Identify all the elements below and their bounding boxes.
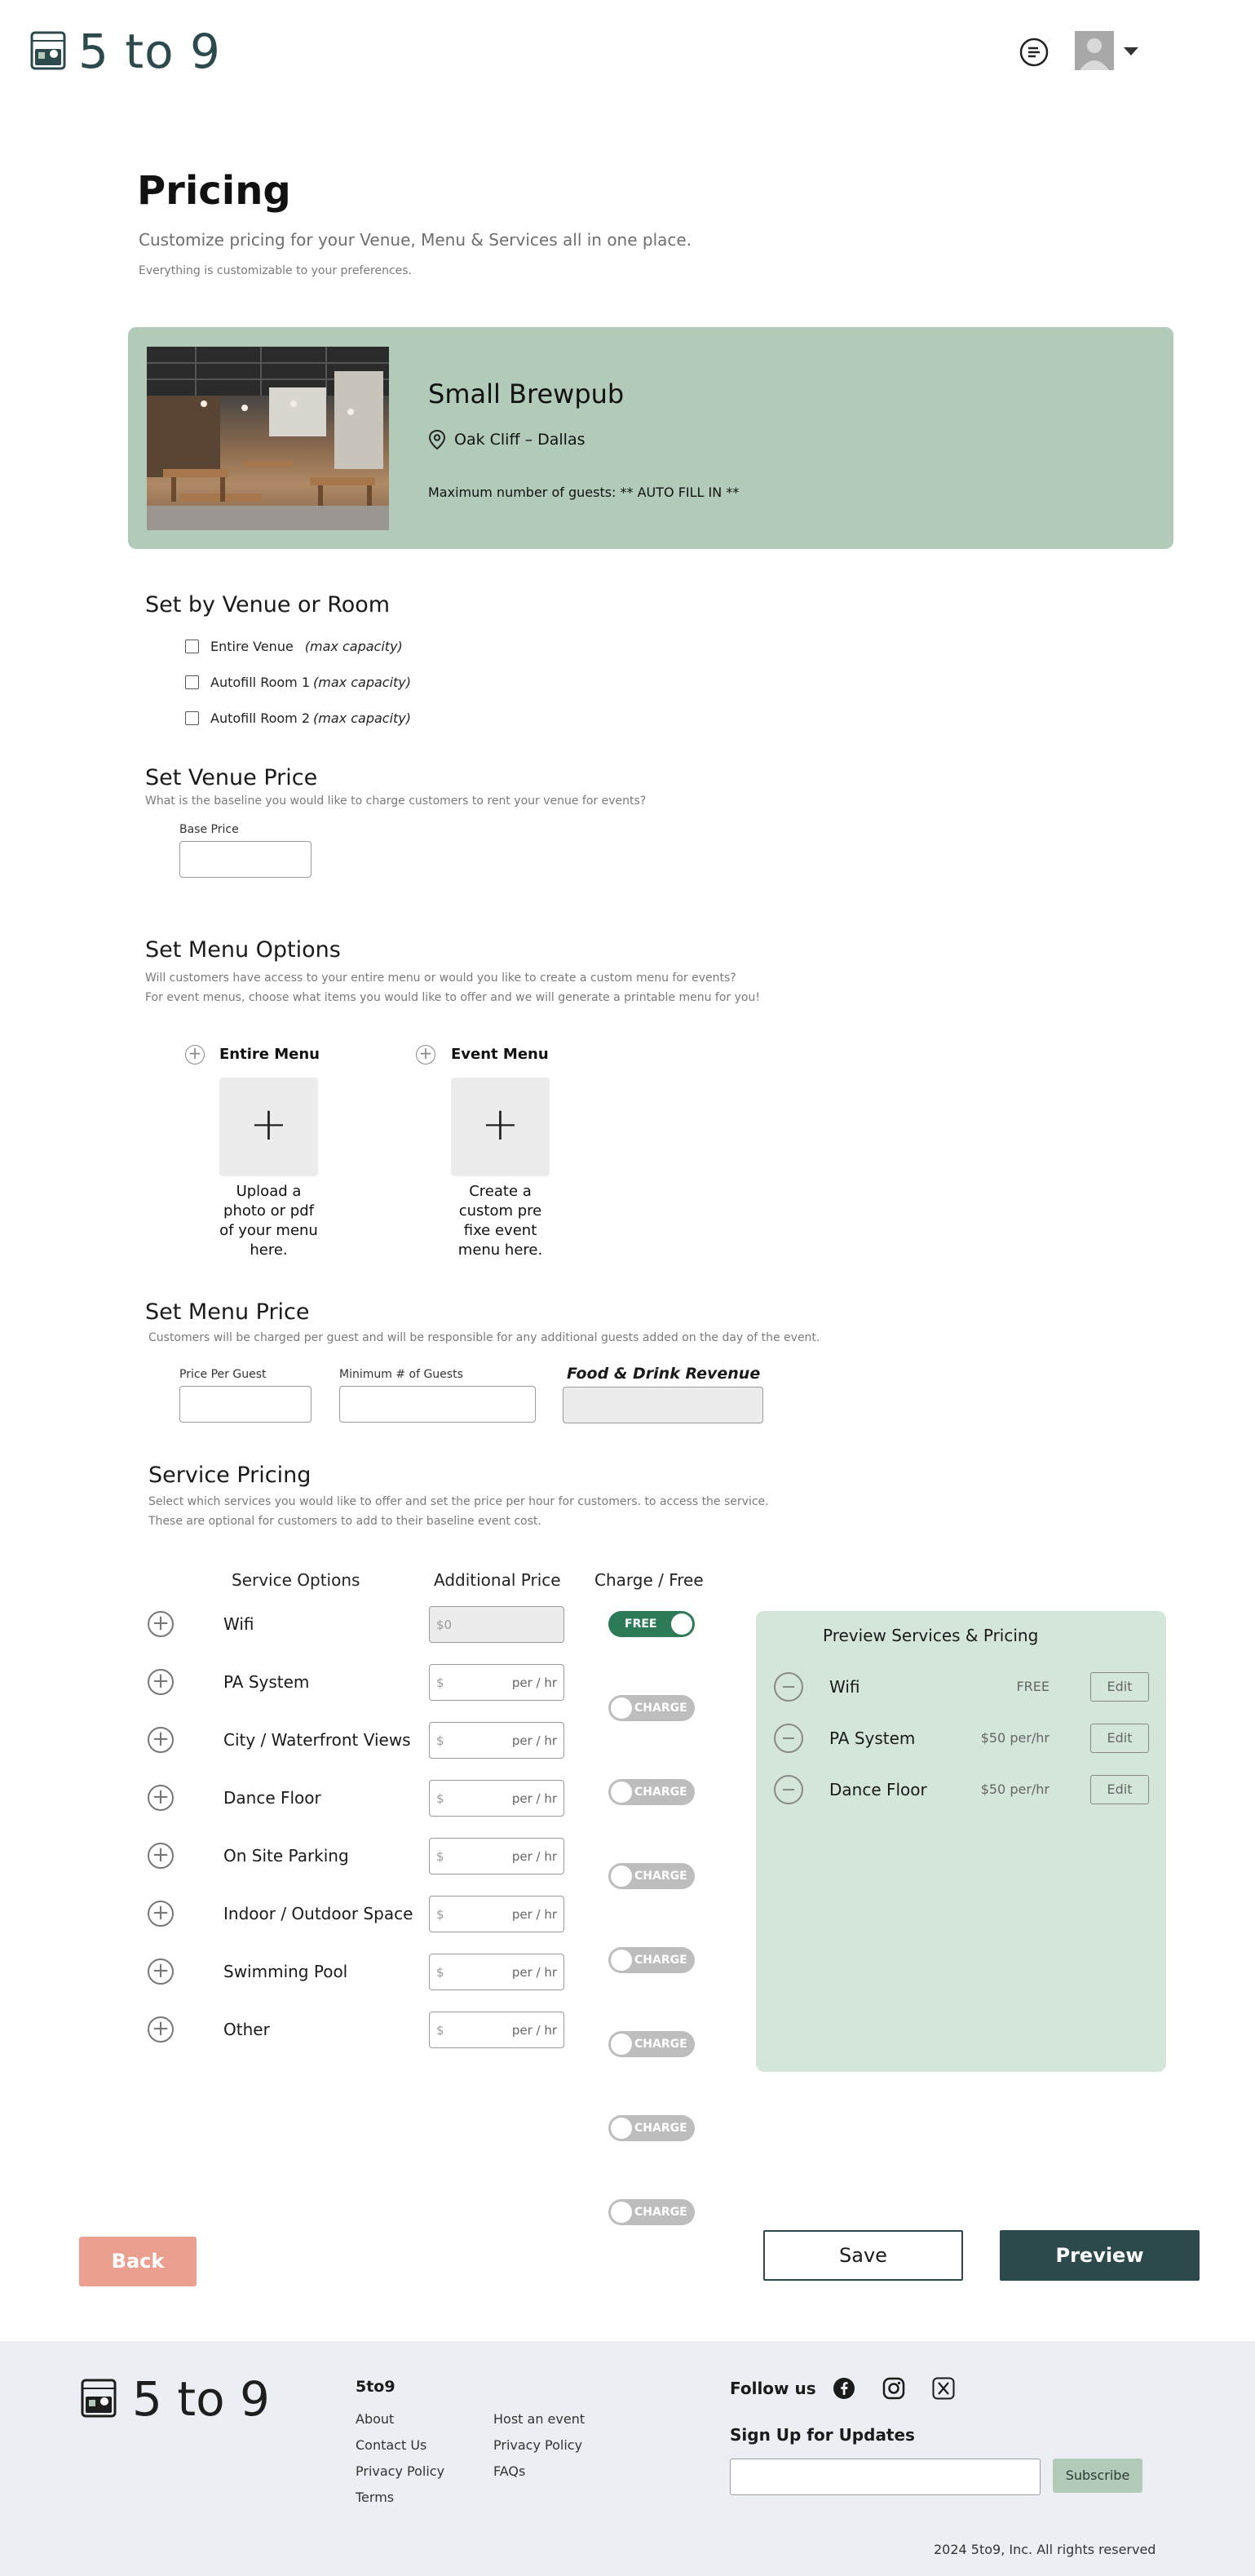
add-service-swimming-pool-icon[interactable]: + [148, 1959, 174, 1985]
column-additional-price: Additional Price [434, 1570, 561, 1590]
footer-link-privacy[interactable]: Privacy Policy [356, 2463, 445, 2479]
footer-link-faqs[interactable]: FAQs [493, 2463, 526, 2479]
food-drink-revenue-field [563, 1387, 763, 1423]
service-price-input[interactable] [429, 1954, 564, 1990]
service-name: Wifi [223, 1614, 254, 1634]
toggle-label: CHARGE [634, 1870, 687, 1883]
email-field[interactable] [730, 2459, 1041, 2495]
service-price-unit: per / hr [511, 1848, 557, 1864]
service-pricing-desc-1: Select which services you would like to offer and set the price per hour for customers. to access the service. [148, 1495, 769, 1508]
service-price-input[interactable] [429, 1838, 564, 1874]
service-pricing-title: Service Pricing [148, 1463, 312, 1488]
page-note: Everything is customizable to your preferences. [139, 264, 413, 277]
remove-service-icon[interactable] [774, 1672, 803, 1702]
room-section-title: Set by Venue or Room [145, 592, 391, 617]
room-option-label: Autofill Room 2 [210, 710, 311, 726]
brand-logo-icon[interactable] [29, 29, 67, 72]
charge-free-toggle[interactable] [608, 1695, 695, 1721]
room-option-room-2[interactable] [185, 710, 411, 726]
location-pin-icon [428, 429, 446, 450]
preview-title: Preview Services & Pricing [823, 1626, 1039, 1645]
footer-link-privacy-2[interactable]: Privacy Policy [493, 2437, 583, 2453]
service-price-value: $ [436, 2022, 444, 2038]
footer-logo-icon[interactable] [80, 2377, 117, 2419]
service-price-value: $ [436, 1848, 444, 1864]
toggle-label: CHARGE [634, 1702, 687, 1715]
service-price-unit: per / hr [511, 1733, 557, 1748]
room-option-note: (max capacity) [313, 675, 412, 690]
create-event-menu-button[interactable]: + [451, 1078, 550, 1176]
room-option-label: Autofill Room 1 [210, 675, 311, 690]
service-name: City / Waterfront Views [223, 1730, 411, 1750]
toggle-knob [611, 1950, 632, 1971]
entire-menu-label: Entire Menu [219, 1046, 320, 1063]
column-service-options: Service Options [232, 1570, 360, 1590]
messages-icon[interactable] [1018, 36, 1050, 69]
room-option-note: (max capacity) [304, 639, 403, 654]
service-price-unit: per / hr [511, 2022, 557, 2038]
service-price-value: $ [436, 1790, 444, 1806]
service-price-input[interactable] [429, 1896, 564, 1932]
service-price-input[interactable] [429, 1606, 564, 1643]
charge-free-toggle[interactable] [608, 1611, 695, 1637]
upload-menu-button[interactable]: + [219, 1078, 318, 1176]
service-name: Dance Floor [223, 1788, 321, 1808]
edit-service-button[interactable]: Edit [1090, 1775, 1149, 1804]
room-option-note: (max capacity) [313, 710, 412, 726]
remove-service-icon[interactable] [774, 1775, 803, 1804]
venue-photo [147, 347, 389, 530]
toggle-label: FREE [625, 1618, 657, 1631]
service-name: PA System [223, 1672, 310, 1692]
subscribe-button[interactable]: Subscribe [1053, 2459, 1142, 2493]
page-title: Pricing [137, 168, 291, 214]
footer-col-title: 5to9 [356, 2378, 396, 2396]
charge-free-toggle[interactable] [608, 2115, 695, 2141]
event-menu-label: Event Menu [451, 1046, 549, 1063]
service-name: Indoor / Outdoor Space [223, 1904, 413, 1923]
venue-price-title: Set Venue Price [145, 765, 318, 790]
venue-price-desc: What is the baseline you would like to charge customers to rent your venue for events? [145, 794, 647, 808]
service-name: On Site Parking [223, 1846, 349, 1866]
menu-options-title: Set Menu Options [145, 937, 341, 963]
copyright: 2024 5to9, Inc. All rights reserved [934, 2542, 1156, 2557]
service-price-input[interactable] [429, 2012, 564, 2048]
toggle-knob [611, 2118, 632, 2139]
footer-link-about[interactable]: About [356, 2411, 395, 2427]
preview-service-price: $50 per/hr [980, 1730, 1050, 1746]
toggle-label: CHARGE [634, 2206, 687, 2219]
add-service-other-icon[interactable]: + [148, 2016, 174, 2043]
toggle-knob [611, 2034, 632, 2055]
create-event-menu-text: Create a custom pre fixe event menu here. [457, 1183, 543, 1259]
checkbox[interactable] [185, 675, 199, 689]
toggle-label: CHARGE [634, 2038, 687, 2051]
service-price-unit: per / hr [511, 1906, 557, 1922]
preview-button[interactable]: Preview [1000, 2230, 1200, 2281]
base-price-input[interactable] [179, 841, 312, 878]
charge-free-toggle[interactable] [608, 1947, 695, 1973]
footer-link-host[interactable]: Host an event [493, 2411, 586, 2427]
x-icon[interactable] [932, 2377, 955, 2400]
add-service-wifi-icon[interactable]: + [148, 1611, 174, 1637]
room-option-room-1[interactable] [185, 675, 411, 690]
food-drink-revenue-label: Food & Drink Revenue [567, 1365, 761, 1383]
add-service-pa-system-icon[interactable]: + [148, 1669, 174, 1695]
service-price-value: $ [436, 1675, 444, 1690]
footer-brand-name[interactable]: 5 to 9 [132, 2371, 270, 2427]
service-price-value: $0 [436, 1617, 453, 1632]
service-price-value: $ [436, 1906, 444, 1922]
venue-name: Small Brewpub [428, 378, 625, 409]
page-subtitle: Customize pricing for your Venue, Menu & Services all in one place. [139, 230, 692, 250]
service-price-value: $ [436, 1964, 444, 1980]
preview-service-name: PA System [829, 1728, 916, 1748]
service-pricing-desc-2: These are optional for customers to add to their baseline event cost. [148, 1515, 541, 1528]
chevron-down-icon[interactable] [1124, 47, 1138, 55]
follow-us-label: Follow us [730, 2379, 816, 2398]
upload-menu-text: Upload a photo or pdf of your menu here. [219, 1183, 318, 1259]
venue-max-guests: Maximum number of guests: ** AUTO FILL IN ** [428, 485, 740, 500]
signup-label: Sign Up for Updates [730, 2425, 915, 2445]
edit-service-button[interactable]: Edit [1090, 1724, 1149, 1753]
column-charge-free: Charge / Free [594, 1570, 704, 1590]
service-price-unit: per / hr [511, 1675, 557, 1690]
preview-service-name: Dance Floor [829, 1780, 927, 1799]
charge-free-toggle[interactable] [608, 2031, 695, 2057]
brand-name[interactable]: 5 to 9 [78, 24, 221, 79]
add-service-indoor-outdoor-space-icon[interactable]: + [148, 1901, 174, 1927]
service-name: Swimming Pool [223, 1962, 348, 1981]
service-price-input[interactable] [429, 1722, 564, 1759]
toggle-label: CHARGE [634, 2122, 687, 2135]
service-price-unit: per / hr [511, 1790, 557, 1806]
remove-service-icon[interactable] [774, 1724, 803, 1753]
service-price-input[interactable] [429, 1780, 564, 1817]
preview-service-price: FREE [1016, 1679, 1050, 1694]
facebook-icon[interactable] [833, 2377, 855, 2400]
checkbox[interactable] [185, 640, 199, 653]
add-event-menu-icon[interactable]: + [416, 1045, 435, 1064]
service-name: Other [223, 2020, 270, 2039]
charge-free-toggle[interactable] [608, 1779, 695, 1805]
menu-options-desc-1: Will customers have access to your entire menu or would you like to create a custom menu for events? [145, 972, 736, 985]
toggle-label: CHARGE [634, 1786, 687, 1799]
preview-service-price: $50 per/hr [980, 1782, 1050, 1797]
edit-service-button[interactable]: Edit [1090, 1672, 1149, 1702]
toggle-knob [611, 1866, 632, 1887]
toggle-knob [611, 1697, 632, 1719]
add-entire-menu-icon[interactable]: + [185, 1045, 205, 1064]
toggle-knob [611, 2202, 632, 2223]
room-option-entire-venue[interactable] [185, 639, 403, 654]
toggle-knob [671, 1613, 692, 1635]
room-option-label: Entire Venue [210, 639, 294, 654]
avatar[interactable] [1075, 31, 1114, 70]
menu-options-desc-2: For event menus, choose what items you would like to offer and we will generate a printable menu for you! [145, 991, 760, 1004]
service-price-input[interactable] [429, 1664, 564, 1701]
charge-free-toggle[interactable] [608, 1863, 695, 1889]
menu-price-desc: Customers will be charged per guest and will be responsible for any additional guests added on the day of the event. [148, 1331, 820, 1344]
add-service-city-waterfront-views-icon[interactable]: + [148, 1727, 174, 1753]
charge-free-toggle[interactable] [608, 2199, 695, 2225]
toggle-knob [611, 1782, 632, 1803]
price-per-guest-label: Price Per Guest [179, 1368, 267, 1381]
service-price-value: $ [436, 1733, 444, 1748]
min-guests-label: Minimum # of Guests [339, 1368, 463, 1381]
menu-price-title: Set Menu Price [145, 1299, 310, 1325]
toggle-label: CHARGE [634, 1954, 687, 1967]
add-service-on-site-parking-icon[interactable]: + [148, 1843, 174, 1869]
save-button[interactable]: Save [763, 2230, 963, 2281]
min-guests-input[interactable] [339, 1386, 536, 1423]
footer-link-terms[interactable]: Terms [356, 2490, 395, 2505]
venue-location: Oak Cliff – Dallas [454, 431, 586, 449]
back-button[interactable]: Back [79, 2237, 197, 2286]
add-service-dance-floor-icon[interactable]: + [148, 1785, 174, 1811]
footer-link-contact[interactable]: Contact Us [356, 2437, 427, 2453]
base-price-label: Base Price [179, 823, 239, 836]
preview-service-name: Wifi [829, 1677, 860, 1697]
instagram-icon[interactable] [882, 2377, 905, 2400]
service-price-unit: per / hr [511, 1964, 557, 1980]
checkbox[interactable] [185, 711, 199, 725]
price-per-guest-input[interactable] [179, 1386, 312, 1423]
